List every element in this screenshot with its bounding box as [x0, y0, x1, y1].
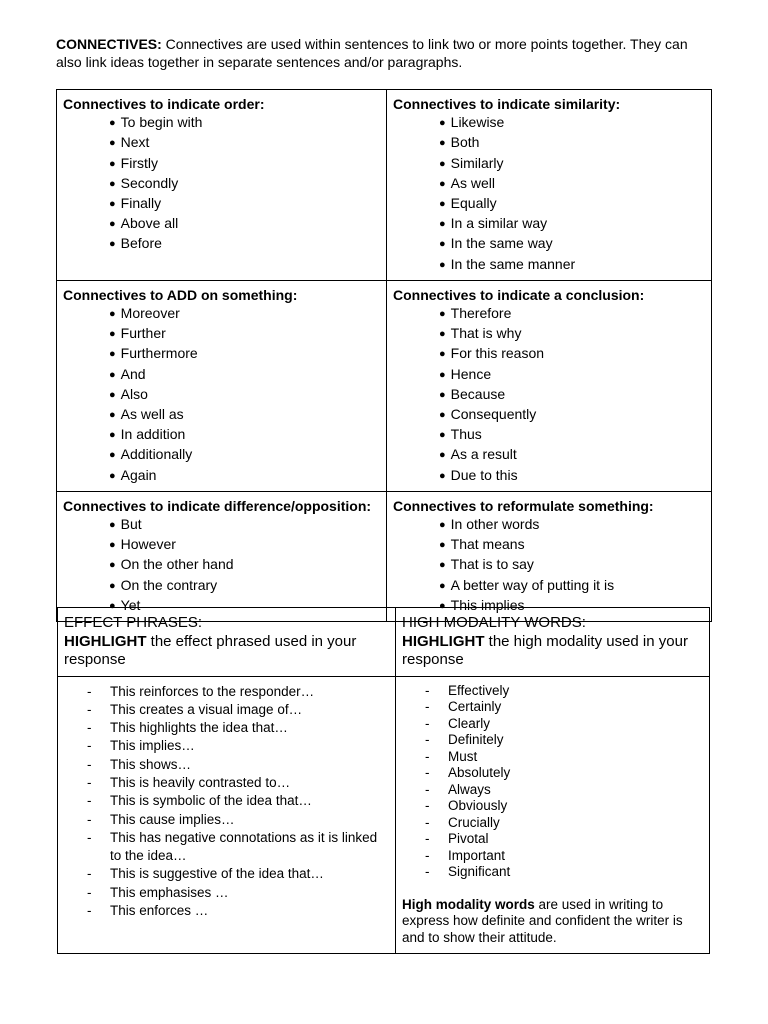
list-item: ● That is to say	[439, 555, 705, 575]
list-item: ● As well	[439, 174, 705, 194]
list-item: ● That is why	[439, 324, 705, 344]
list-item: ● Consequently	[439, 405, 705, 425]
list-item: ● However	[109, 535, 380, 555]
modality-note-bold: High modality words	[402, 896, 535, 912]
intro-label: CONNECTIVES:	[56, 36, 162, 52]
list-item: ● Hence	[439, 365, 705, 385]
connectives-heading: Connectives to indicate a conclusion:	[393, 286, 645, 303]
list-item: - Absolutely	[396, 765, 703, 782]
list-item: - Certainly	[396, 699, 703, 716]
list-item: ● Firstly	[109, 154, 380, 174]
list-item: - This emphasises …	[58, 884, 389, 902]
list-item: ● Furthermore	[109, 344, 380, 364]
connectives-list	[393, 515, 705, 616]
connectives-row	[57, 280, 712, 491]
effect-phrases-header	[58, 608, 396, 677]
list-item: ● Equally	[439, 194, 705, 214]
list-item: ● For this reason	[439, 344, 705, 364]
intro-paragraph	[56, 35, 716, 71]
list-item: ● A better way of putting it is	[439, 576, 705, 596]
list-item: - This is symbolic of the idea that…	[58, 792, 389, 810]
list-item: ● Additionally	[109, 445, 380, 465]
list-item: - This is suggestive of the idea that…	[58, 865, 389, 883]
list-item: ● As a result	[439, 445, 705, 465]
connectives-cell	[57, 491, 387, 621]
effect-phrases-list	[58, 683, 389, 921]
effect-modality-header-row	[58, 608, 710, 677]
effect-phrases-cell	[58, 676, 396, 953]
list-item: - Crucially	[396, 815, 703, 832]
connectives-row	[57, 491, 712, 621]
list-item: ● Due to this	[439, 466, 705, 486]
list-item: ● That means	[439, 535, 705, 555]
effect-modality-body-row	[58, 676, 710, 953]
list-item: ● In other words	[439, 515, 705, 535]
list-item: ● But	[109, 515, 380, 535]
list-item: ● Next	[109, 133, 380, 153]
effect-subtitle: the effect phrased used in your response	[64, 632, 357, 668]
list-item: - Must	[396, 749, 703, 766]
list-item: - This cause implies…	[58, 811, 389, 829]
list-item: ● Therefore	[439, 304, 705, 324]
connectives-cell	[57, 280, 387, 491]
connectives-heading: Connectives to reformulate something:	[393, 497, 654, 514]
connectives-list	[63, 515, 380, 616]
list-item: ● Moreover	[109, 304, 380, 324]
intro-text: Connectives are used within sentences to link two or more points together. They can also link ideas together in separate sentences and/or paragraphs.	[56, 36, 688, 70]
effect-phrases-title: EFFECT PHRASES:	[64, 614, 203, 631]
list-item: ● In the same manner	[439, 255, 705, 275]
list-item: ● As well as	[109, 405, 380, 425]
list-item: - This highlights the idea that…	[58, 719, 389, 737]
modality-note-text: are used in writing to express how definite and confident the writer is and to show their attitude.	[402, 896, 683, 945]
list-item: ● In the same way	[439, 234, 705, 254]
modality-header	[396, 608, 710, 677]
list-item: ● Thus	[439, 425, 705, 445]
connectives-cell	[387, 90, 712, 281]
list-item: ● In a similar way	[439, 214, 705, 234]
list-item: ● Further	[109, 324, 380, 344]
list-item: ● This implies	[439, 596, 705, 616]
list-item: - This shows…	[58, 756, 389, 774]
connectives-heading: Connectives to indicate similarity:	[393, 96, 621, 112]
connectives-heading: Connectives to ADD on something:	[63, 286, 298, 303]
list-item: ● Above all	[109, 214, 380, 234]
connectives-list	[393, 304, 705, 486]
list-item: - This is heavily contrasted to…	[58, 774, 389, 792]
list-item: ● Both	[439, 133, 705, 153]
list-item: - Effectively	[396, 683, 703, 700]
effect-modality-table	[57, 607, 710, 954]
list-item: ● Before	[109, 234, 380, 254]
list-item: ● Likewise	[439, 113, 705, 133]
modality-cell	[396, 676, 710, 953]
modality-title: HIGH MODALITY WORDS:	[402, 614, 586, 631]
list-item: ● Because	[439, 385, 705, 405]
modality-highlight-label: HIGHLIGHT	[402, 632, 485, 650]
list-item: ● Secondly	[109, 174, 380, 194]
list-item: - Significant	[396, 864, 703, 881]
list-item: ● Similarly	[439, 154, 705, 174]
connectives-cell	[387, 491, 712, 621]
list-item: - Definitely	[396, 732, 703, 749]
list-item: - Important	[396, 848, 703, 865]
connectives-cell	[387, 280, 712, 491]
list-item: ● In addition	[109, 425, 380, 445]
list-item: - This reinforces to the responder…	[58, 683, 389, 701]
list-item: ● And	[109, 365, 380, 385]
list-item: - This implies…	[58, 737, 389, 755]
connectives-list	[63, 113, 380, 254]
list-item: ● Again	[109, 466, 380, 486]
list-item: ● Finally	[109, 194, 380, 214]
list-item: - Obviously	[396, 798, 703, 815]
list-item: ● On the contrary	[109, 576, 380, 596]
list-item: ● To begin with	[109, 113, 380, 133]
connectives-cell	[57, 90, 387, 281]
modality-words-list	[396, 683, 703, 881]
connectives-heading: Connectives to indicate order:	[63, 96, 265, 112]
list-item: - This creates a visual image of…	[58, 701, 389, 719]
connectives-list	[393, 113, 705, 275]
list-item: ● On the other hand	[109, 555, 380, 575]
list-item: - Pivotal	[396, 831, 703, 848]
list-item: - Always	[396, 782, 703, 799]
list-item: - Clearly	[396, 716, 703, 733]
list-item: - This has negative connotations as it is linked to the idea…	[58, 829, 389, 866]
modality-note	[396, 897, 703, 947]
list-item: ● Yet	[109, 596, 380, 616]
connectives-row	[57, 90, 712, 281]
connectives-list	[63, 304, 380, 486]
modality-subtitle: the high modality used in your response	[402, 632, 688, 668]
list-item: - This enforces …	[58, 902, 389, 920]
effect-highlight-label: HIGHLIGHT	[64, 632, 147, 650]
list-item: ● Also	[109, 385, 380, 405]
connectives-table	[56, 89, 712, 622]
connectives-heading: Connectives to indicate difference/opposition:	[63, 497, 372, 514]
